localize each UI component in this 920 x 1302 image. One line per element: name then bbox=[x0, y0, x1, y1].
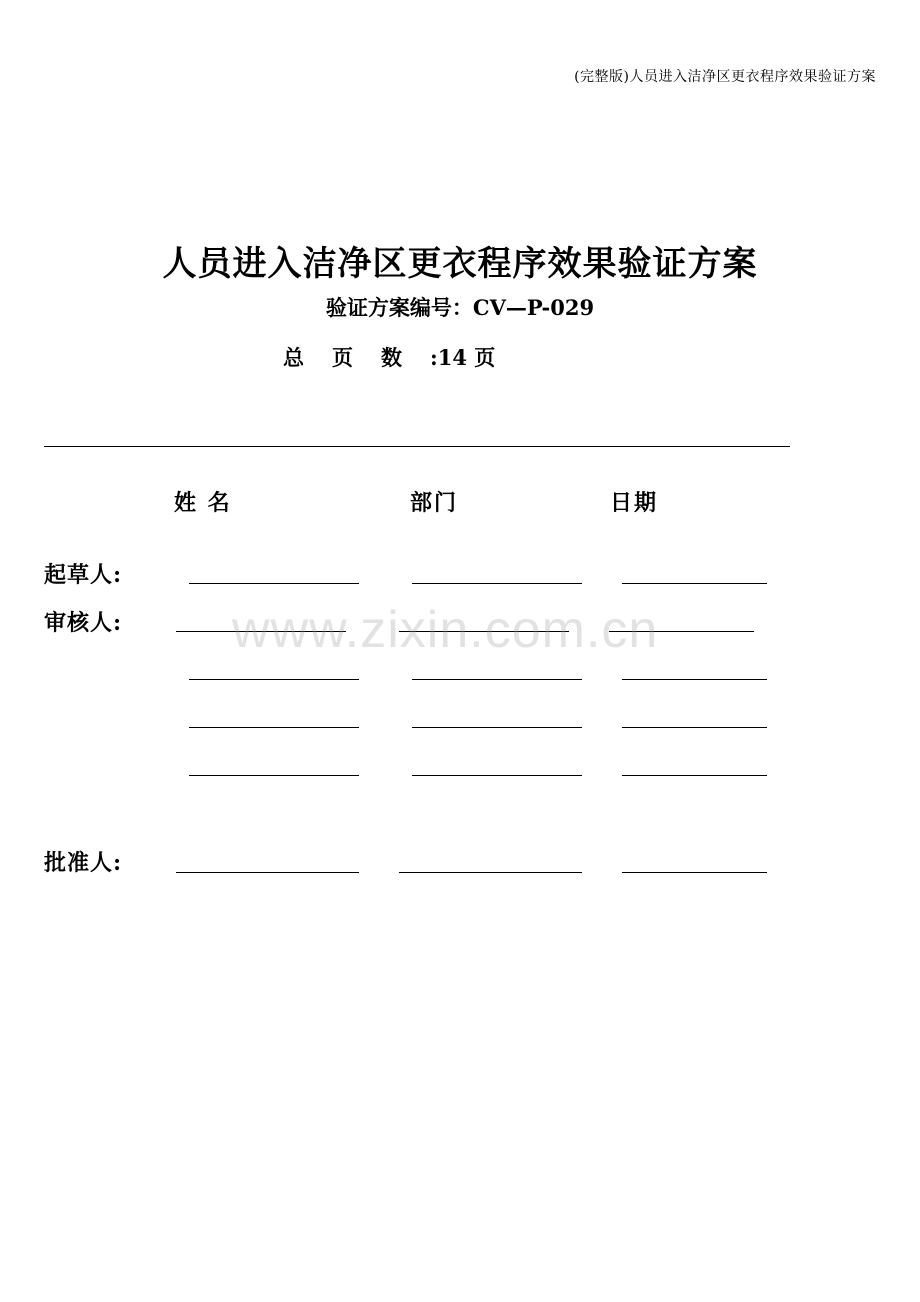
watermark: www.zixin.com.cn bbox=[232, 601, 659, 659]
column-header-name: 姓 名 bbox=[174, 490, 232, 516]
signature-line-drafter-name bbox=[189, 583, 359, 584]
page-count-label-1: 总 bbox=[283, 345, 304, 370]
page-count-label-3: 数 bbox=[381, 345, 402, 370]
row-label-approver: 批准人: bbox=[44, 850, 123, 876]
row-label-reviewer: 审核人: bbox=[44, 610, 123, 636]
signature-line-reviewer-3-date bbox=[622, 727, 767, 728]
row-label-drafter: 起草人: bbox=[44, 562, 123, 588]
signature-line-reviewer-2-department bbox=[412, 679, 582, 680]
signature-line-reviewer-3-department bbox=[412, 727, 582, 728]
page-count-value: :14 页 bbox=[430, 345, 496, 370]
column-header-department: 部门 bbox=[410, 490, 459, 516]
signature-line-approver-date bbox=[622, 872, 767, 873]
document-subtitle: 验证方案编号：CV—P-029 bbox=[325, 295, 595, 320]
signature-line-drafter-department bbox=[412, 583, 582, 584]
running-header: (完整版)人员进入洁净区更衣程序效果验证方案 bbox=[574, 69, 876, 85]
signature-line-reviewer-3-name bbox=[189, 727, 359, 728]
signature-line-reviewer-4-department bbox=[412, 775, 582, 776]
signature-line-reviewer-4-date bbox=[622, 775, 767, 776]
signature-line-approver-name bbox=[176, 872, 359, 873]
horizontal-divider bbox=[44, 446, 790, 447]
column-header-date: 日期 bbox=[610, 490, 659, 516]
document-title: 人员进入洁净区更衣程序效果验证方案 bbox=[162, 244, 758, 284]
signature-line-drafter-date bbox=[622, 583, 767, 584]
page-count bbox=[283, 342, 495, 372]
signature-line-reviewer-4-name bbox=[189, 775, 359, 776]
page-count-label-2: 页 bbox=[332, 345, 353, 370]
signature-line-approver-department bbox=[399, 872, 582, 873]
signature-line-reviewer-2-date bbox=[622, 679, 767, 680]
signature-line-reviewer-2-name bbox=[189, 679, 359, 680]
